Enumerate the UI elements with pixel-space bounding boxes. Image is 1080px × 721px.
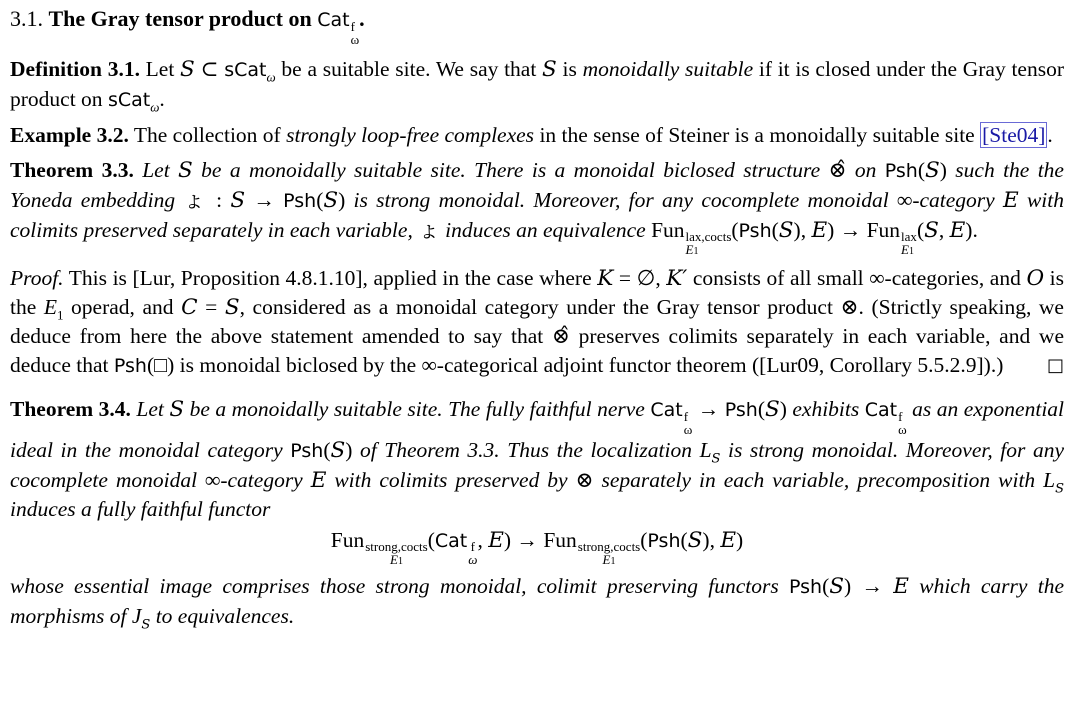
section-title: The Gray tensor product on [48, 6, 312, 31]
definition-3-1: Definition 3.1. Let S ⊂ sCat$_\omega$ be a suitable site. We say that S is monoidally suitable if it is closed under the Gray tensor product on sCat$_\omega$. [10, 56, 1064, 114]
theorem-3-4: Theorem 3.4. Let S be a monoidally suitable site. The fully faithful nerve Cat f ω → Psh(S) exhibits Cat f ω as an exponential ideal in the monoidal category Psh(S) of Theorem 3.3. Thus the localization $L_S$ is strong monoidal. Moreover, for any cocomplete monoidal ∞-category E with colimits preserved by ⊗ separately in each variable, precomposition with $L_S$ induces a fully faithful functor [10, 397, 1065, 521]
theorem-label: Theorem 3.3. [10, 157, 134, 182]
theorem-3-4-continued: whose essential image comprises those strong monoidal, colimit preserving functors Psh(S) → E which carry the morphisms of $J_S$ to equivalences. [10, 574, 1064, 633]
proof-block: Proof. This is [Lur, Proposition 4.8.1.10], applied in the case where K = ∅, K′ consists of all small ∞-categories, and O is the $E_1$ operad, and C = S, considered as a monoidal category under the Gray tensor product ⊗. (Strictly speaking, we deduce from here the above statement amended to say that ⊗̂ preserves colimits separately in each variable, and we deduce that Psh(□) is monoidal biclosed by the ∞-categorical adjoint functor theorem ([Lur09, Corollary 5.5.2.9]).) □ [10, 264, 1064, 381]
display-equation: Fun strong,cocts E1 (Cat f ω , E) → Fun strong,cocts E1 (Psh(S), E) [330, 527, 744, 568]
qed-box-icon: □ [1046, 355, 1064, 377]
section-heading: 3.1. The Gray tensor product on Cat f ω . [10, 6, 365, 47]
theorem-3-3: Theorem 3.3. Let S be a monoidally suitable site. There is a monoidal biclosed structure ⊗̂ on Psh(S) such the the Yoneda embedding ょ : S → Psh(S) is strong monoidal. Moreover, for any cocomplete monoidal ∞-category E with colimits preserved separately in each variable, ょ induces an equivalence Fun lax,cocts E1 (Psh(S), E) → Fun lax E1 (S, E). [10, 157, 1064, 258]
section-number: 3.1. [10, 6, 43, 31]
emphasis-strongly-loop-free: strongly loop-free complexes [286, 122, 535, 147]
example-3-2: Example 3.2. The collection of strongly loop-free complexes in the sense of Steiner is a monoidally suitable site [Ste04]. [10, 122, 1053, 147]
example-label: Example 3.2. [10, 122, 129, 147]
emphasis-monoidally-suitable: monoidally suitable [582, 56, 754, 81]
cat-symbol: Cat [317, 9, 350, 31]
theorem-label: Theorem 3.4. [10, 397, 131, 422]
citation-link-ste04[interactable]: [Ste04] [982, 122, 1046, 147]
definition-label: Definition 3.1. [10, 56, 140, 81]
proof-label: Proof. [10, 266, 64, 291]
